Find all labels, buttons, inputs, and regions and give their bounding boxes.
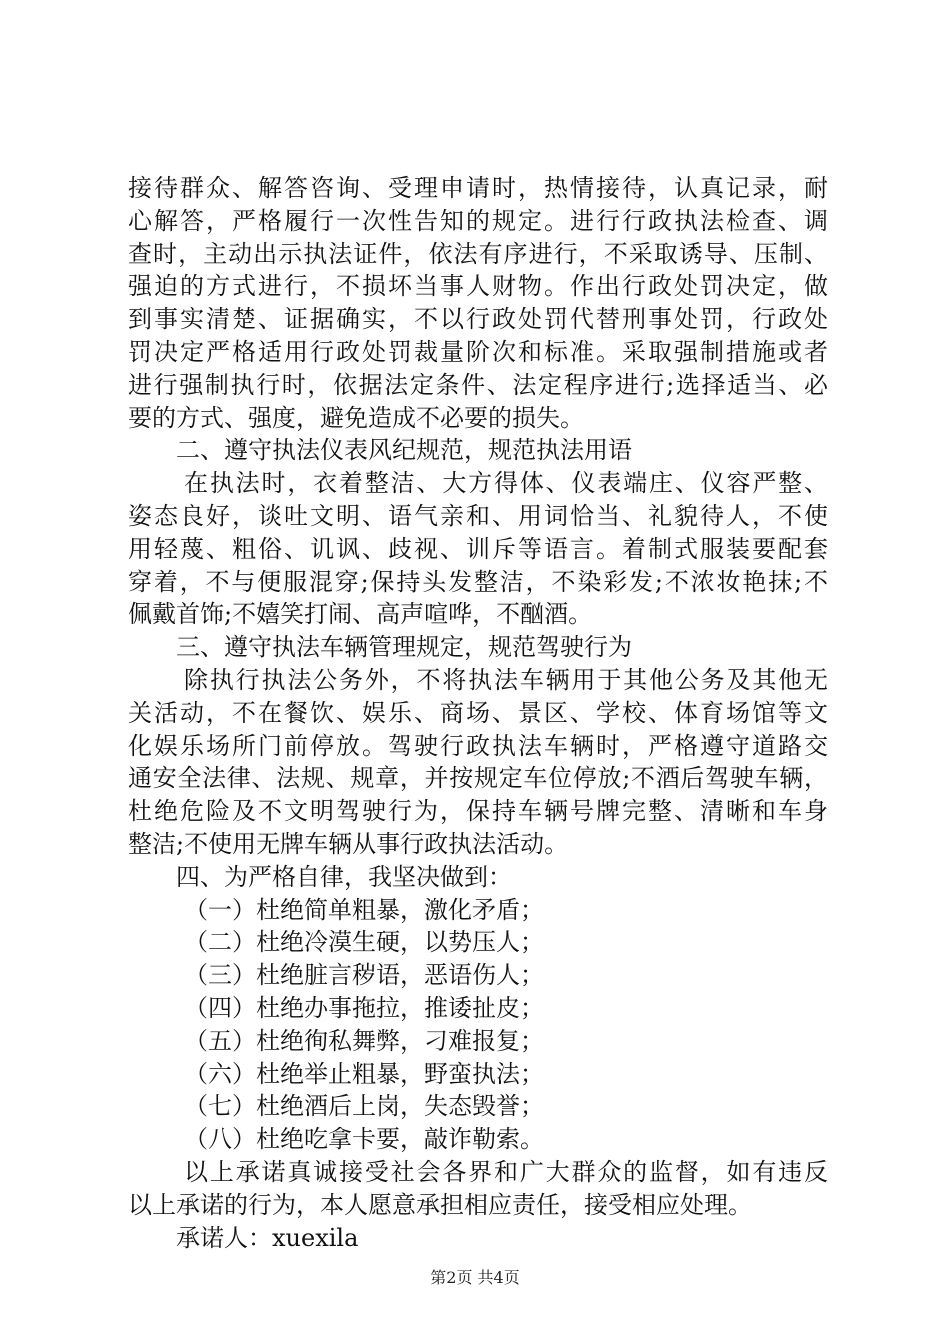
text-line: 要的方式、强度，避免造成不必要的损失。 — [128, 403, 584, 432]
text-line: 除执行执法公务外，不将执法车辆用于其他公务及其他无 — [184, 665, 828, 694]
text-line: 以上承诺的行为，本人愿意承担相应责任，接受相应处理。 — [128, 1190, 752, 1219]
list-item: （七）杜绝酒后上岗，失态毁誉； — [184, 1092, 544, 1121]
list-item: （一）杜绝简单粗暴，激化矛盾； — [184, 895, 544, 924]
page-number-footer: 第2页 共4页 — [430, 1268, 520, 1287]
section-heading: 二、遵守执法仪表风纪规范，规范执法用语 — [176, 436, 632, 465]
text-line: 整洁;不使用无牌车辆从事行政执法活动。 — [128, 829, 569, 858]
text-line: 查时，主动出示执法证件，依法有序进行，不采取诱导、压制、 — [128, 239, 828, 268]
text-line: 接待群众、解答咨询、受理申请时，热情接待，认真记录，耐 — [128, 174, 828, 202]
list-item: （八）杜绝吃拿卡要，敲诈勒索。 — [184, 1125, 544, 1154]
text-line: 姿态良好，谈吐文明、语气亲和、用词恰当、礼貌待人，不使 — [128, 501, 828, 530]
text-line: 罚决定严格适用行政处罚裁量阶次和标准。采取强制措施或者 — [128, 337, 828, 366]
text-line: 关活动，不在餐饮、娱乐、商场、景区、学校、体育场馆等文 — [128, 698, 828, 727]
text-line: 到事实清楚、证据确实，不以行政处罚代替刑事处罚，行政处 — [128, 305, 828, 334]
text-line: 通安全法律、法规、规章，并按规定车位停放;不酒后驾驶车辆， — [128, 764, 828, 793]
list-item: （四）杜绝办事拖拉，推诿扯皮； — [184, 993, 544, 1022]
text-line: 强迫的方式进行，不损坏当事人财物。作出行政处罚决定，做 — [128, 272, 828, 301]
text-line: 化娱乐场所门前停放。驾驶行政执法车辆时，严格遵守道路交 — [128, 731, 828, 760]
section-heading: 四、为严格自律，我坚决做到： — [176, 862, 512, 891]
text-line: 用轻蔑、粗俗、讥讽、歧视、训斥等语言。着制式服装要配套 — [128, 534, 828, 563]
signature-line: 承诺人：xuexila — [176, 1223, 359, 1252]
text-line: 心解答，严格履行一次性告知的规定。进行行政执法检查、调 — [128, 206, 828, 235]
text-line: 杜绝危险及不文明驾驶行为，保持车辆号牌完整、清晰和车身 — [128, 797, 828, 826]
section-heading: 三、遵守执法车辆管理规定，规范驾驶行为 — [176, 633, 632, 662]
text-line: 穿着，不与便服混穿;保持头发整洁，不染彩发;不浓妆艳抹;不 — [128, 567, 828, 596]
list-item: （六）杜绝举止粗暴，野蛮执法； — [184, 1059, 544, 1088]
text-line: 以上承诺真诚接受社会各界和广大群众的监督，如有违反 — [184, 1157, 828, 1186]
text-line: 进行强制执行时，依据法定条件、法定程序进行;选择适当、必 — [128, 370, 828, 399]
text-line: 在执法时，衣着整洁、大方得体、仪表端庄、仪容严整、 — [184, 469, 828, 498]
list-item: （三）杜绝脏言秽语，恶语伤人； — [184, 961, 544, 990]
list-item: （五）杜绝徇私舞弊，刁难报复； — [184, 1026, 544, 1055]
document-body — [128, 172, 828, 1254]
list-item: （二）杜绝冷漠生硬，以势压人； — [184, 928, 544, 957]
text-line: 佩戴首饰;不嬉笑打闹、高声喧哗，不酗酒。 — [128, 600, 593, 629]
